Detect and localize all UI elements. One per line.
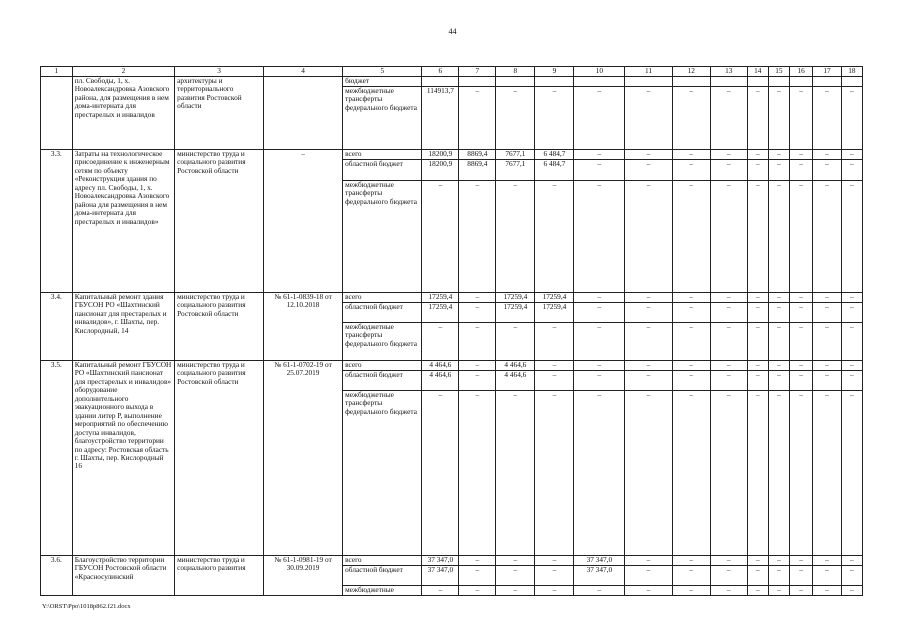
column-header-10: 10: [574, 67, 625, 77]
value-cell: –: [710, 181, 747, 293]
value-cell: 17259,4: [496, 303, 535, 323]
value-cell: –: [535, 323, 574, 361]
value-cell: –: [459, 371, 496, 391]
value-cell: [747, 77, 768, 87]
value-cell: –: [841, 371, 862, 391]
value-cell: –: [672, 293, 710, 303]
value-cell: 6 484,7: [535, 150, 574, 160]
value-cell: [625, 77, 673, 87]
value-cell: –: [625, 361, 673, 371]
value-cell: –: [574, 391, 625, 556]
value-cell: [672, 77, 710, 87]
value-cell: –: [574, 586, 625, 596]
value-cell: –: [672, 361, 710, 371]
value-cell: 4 464,6: [422, 371, 459, 391]
value-cell: –: [672, 391, 710, 556]
value-cell: –: [747, 303, 768, 323]
funding-source: межбюджетные: [343, 586, 422, 596]
value-cell: –: [625, 160, 673, 181]
funding-source: областной бюджет: [343, 371, 422, 391]
value-cell: 17259,4: [535, 303, 574, 323]
value-cell: –: [574, 371, 625, 391]
value-cell: –: [574, 181, 625, 293]
table-row: [41, 361, 863, 371]
value-cell: –: [574, 323, 625, 361]
value-cell: 18200,9: [422, 150, 459, 160]
value-cell: –: [422, 391, 459, 556]
column-header-17: 17: [813, 67, 842, 77]
value-cell: [574, 77, 625, 87]
value-cell: –: [710, 566, 747, 586]
column-header-18: 18: [841, 67, 862, 77]
value-cell: –: [768, 371, 789, 391]
value-cell: –: [625, 371, 673, 391]
funding-source: областной бюджет: [343, 566, 422, 586]
value-cell: –: [459, 293, 496, 303]
value-cell: –: [459, 361, 496, 371]
value-cell: –: [496, 586, 535, 596]
value-cell: –: [841, 181, 862, 293]
executor: министерство труда и социального развития: [175, 556, 264, 596]
value-cell: –: [496, 391, 535, 556]
value-cell: –: [789, 303, 812, 323]
value-cell: –: [841, 323, 862, 361]
value-cell: –: [496, 87, 535, 150]
value-cell: –: [813, 303, 842, 323]
value-cell: 37 347,0: [574, 566, 625, 586]
row-number: 3.5.: [41, 361, 73, 556]
column-header-16: 16: [789, 67, 812, 77]
funding-source: межбюджетные трансферты федерального бюджета: [343, 181, 422, 293]
value-cell: –: [625, 293, 673, 303]
column-header-5: 5: [343, 67, 422, 77]
value-cell: –: [813, 361, 842, 371]
value-cell: 4 464,6: [496, 361, 535, 371]
value-cell: –: [672, 160, 710, 181]
value-cell: –: [789, 391, 812, 556]
value-cell: –: [625, 87, 673, 150]
value-cell: –: [459, 323, 496, 361]
value-cell: –: [747, 323, 768, 361]
file-path-footer: Y:\ORST\Ppo\1018p862.f21.docx: [42, 603, 131, 610]
value-cell: –: [574, 87, 625, 150]
value-cell: 4 464,6: [496, 371, 535, 391]
value-cell: –: [496, 556, 535, 566]
value-cell: –: [747, 160, 768, 181]
value-cell: –: [535, 181, 574, 293]
value-cell: –: [459, 391, 496, 556]
funding-source: областной бюджет: [343, 160, 422, 181]
object-name: Благоустройство территории ГБУСОН Ростовской области «Красносулинский: [72, 556, 174, 596]
value-cell: –: [672, 150, 710, 160]
column-header-2: 2: [72, 67, 174, 77]
value-cell: –: [710, 586, 747, 596]
funding-source: межбюджетные трансферты федерального бюджета: [343, 87, 422, 150]
value-cell: –: [813, 556, 842, 566]
column-number-row: [41, 67, 863, 77]
column-header-13: 13: [710, 67, 747, 77]
value-cell: 17259,4: [422, 293, 459, 303]
expertise-doc: № 61-1-0839-18 от 12.10.2018: [263, 293, 342, 361]
value-cell: –: [625, 303, 673, 323]
value-cell: –: [813, 150, 842, 160]
value-cell: –: [768, 323, 789, 361]
value-cell: –: [813, 566, 842, 586]
row-number: 3.4.: [41, 293, 73, 361]
object-name: Капитальный ремонт ГБУСОН РО «Шахтинский пансионат для престарелых и инвалидов» оборудование дополнительного эвакуационного выхода в здании литер Р, выполнение мероприятий по обеспечению доступа инвалидов, благоустройство территории по адресу: Ростовская область г. Шахты, пер. Кислородный 16: [72, 361, 174, 556]
row-number: 3.3.: [41, 150, 73, 293]
value-cell: –: [768, 150, 789, 160]
expertise-doc: № 61-1-0702-19 от 25.07.2019: [263, 361, 342, 556]
value-cell: –: [535, 361, 574, 371]
value-cell: 7677,1: [496, 160, 535, 181]
value-cell: [422, 77, 459, 87]
row-number: 3.6.: [41, 556, 73, 596]
value-cell: –: [768, 556, 789, 566]
value-cell: –: [625, 323, 673, 361]
value-cell: –: [459, 87, 496, 150]
value-cell: –: [841, 293, 862, 303]
value-cell: 37 347,0: [422, 566, 459, 586]
value-cell: –: [789, 293, 812, 303]
value-cell: –: [496, 181, 535, 293]
value-cell: –: [789, 87, 812, 150]
value-cell: [496, 77, 535, 87]
value-cell: –: [535, 556, 574, 566]
value-cell: 8869,4: [459, 150, 496, 160]
funding-source: всего: [343, 150, 422, 160]
value-cell: –: [459, 556, 496, 566]
value-cell: –: [841, 556, 862, 566]
value-cell: –: [789, 150, 812, 160]
value-cell: –: [813, 160, 842, 181]
value-cell: 17259,4: [496, 293, 535, 303]
value-cell: –: [535, 566, 574, 586]
value-cell: –: [789, 371, 812, 391]
value-cell: –: [710, 150, 747, 160]
object-name: Капитальный ремонт здания ГБУСОН РО «Шахтинский пансионат для престарелых и инвалидов», г. Шахты, пер. Кислородный, 14: [72, 293, 174, 361]
value-cell: –: [841, 566, 862, 586]
object-name: Затраты на технологическое присоединение к инженерным сетям по объекту «Реконструкция здания по адресу пл. Свободы, 1, х. Новоалександровка Азовского района для размещения в нем дома-интерната для престарелых и инвалидов»: [72, 150, 174, 293]
value-cell: 6 484,7: [535, 160, 574, 181]
column-header-6: 6: [422, 67, 459, 77]
value-cell: –: [747, 293, 768, 303]
value-cell: –: [672, 323, 710, 361]
value-cell: –: [841, 361, 862, 371]
value-cell: –: [672, 586, 710, 596]
value-cell: –: [789, 323, 812, 361]
funding-source: межбюджетные трансферты федерального бюджета: [343, 323, 422, 361]
value-cell: –: [574, 150, 625, 160]
value-cell: [813, 77, 842, 87]
value-cell: –: [672, 371, 710, 391]
funding-source: всего: [343, 556, 422, 566]
value-cell: –: [813, 323, 842, 361]
value-cell: –: [789, 361, 812, 371]
column-header-12: 12: [672, 67, 710, 77]
column-header-9: 9: [535, 67, 574, 77]
value-cell: –: [574, 293, 625, 303]
expertise-doc: [263, 77, 342, 150]
value-cell: –: [422, 181, 459, 293]
value-cell: –: [768, 566, 789, 586]
value-cell: –: [841, 586, 862, 596]
value-cell: –: [672, 556, 710, 566]
expertise-doc: № 61-1-0981-19 от 30.09.2019: [263, 556, 342, 596]
funding-source: областной бюджет: [343, 303, 422, 323]
value-cell: –: [768, 391, 789, 556]
table-row: [41, 293, 863, 303]
value-cell: –: [672, 87, 710, 150]
value-cell: –: [710, 160, 747, 181]
value-cell: –: [535, 87, 574, 150]
value-cell: [459, 77, 496, 87]
funding-source: бюджет: [343, 77, 422, 87]
value-cell: 17259,4: [422, 303, 459, 323]
value-cell: –: [768, 160, 789, 181]
value-cell: 114913,7: [422, 87, 459, 150]
value-cell: –: [841, 391, 862, 556]
column-header-15: 15: [768, 67, 789, 77]
value-cell: –: [710, 323, 747, 361]
column-header-4: 4: [263, 67, 342, 77]
value-cell: –: [625, 556, 673, 566]
executor: министерство труда и социального развития Ростовской области: [175, 293, 264, 361]
value-cell: –: [768, 293, 789, 303]
column-header-14: 14: [747, 67, 768, 77]
value-cell: –: [625, 181, 673, 293]
value-cell: –: [459, 181, 496, 293]
table-row: [41, 150, 863, 160]
value-cell: –: [747, 150, 768, 160]
row-number: [41, 77, 73, 150]
value-cell: –: [768, 87, 789, 150]
value-cell: –: [813, 371, 842, 391]
column-header-1: 1: [41, 67, 73, 77]
value-cell: –: [747, 566, 768, 586]
value-cell: –: [768, 586, 789, 596]
value-cell: –: [841, 303, 862, 323]
value-cell: –: [672, 566, 710, 586]
value-cell: –: [747, 361, 768, 371]
value-cell: –: [496, 566, 535, 586]
value-cell: –: [535, 391, 574, 556]
value-cell: 17259,4: [535, 293, 574, 303]
value-cell: –: [841, 150, 862, 160]
value-cell: –: [459, 586, 496, 596]
value-cell: –: [672, 181, 710, 293]
page-number: 44: [448, 27, 457, 36]
table-row: [41, 556, 863, 566]
value-cell: –: [574, 361, 625, 371]
executor: министерство труда и социального развития Ростовской области: [175, 150, 264, 293]
value-cell: [841, 77, 862, 87]
column-header-3: 3: [175, 67, 264, 77]
value-cell: 37 347,0: [422, 556, 459, 566]
value-cell: –: [841, 87, 862, 150]
budget-table: [40, 66, 863, 596]
value-cell: –: [789, 566, 812, 586]
value-cell: –: [747, 181, 768, 293]
value-cell: [535, 77, 574, 87]
value-cell: –: [747, 87, 768, 150]
table-body: [41, 67, 863, 596]
value-cell: –: [710, 556, 747, 566]
executor: архитектуры и территориального развития Ростовской области: [175, 77, 264, 150]
value-cell: –: [459, 303, 496, 323]
value-cell: –: [710, 293, 747, 303]
funding-source: всего: [343, 361, 422, 371]
value-cell: –: [747, 371, 768, 391]
value-cell: –: [625, 586, 673, 596]
funding-source: межбюджетные трансферты федерального бюджета: [343, 391, 422, 556]
value-cell: 4 464,6: [422, 361, 459, 371]
value-cell: –: [535, 586, 574, 596]
object-name: пл. Свободы, 1, х. Новоалександровка Азовского района, для размещения в нем дома-интерната для престарелых и инвалидов: [72, 77, 174, 150]
value-cell: [789, 77, 812, 87]
column-header-11: 11: [625, 67, 673, 77]
value-cell: [768, 77, 789, 87]
value-cell: –: [841, 160, 862, 181]
value-cell: –: [422, 586, 459, 596]
value-cell: –: [768, 181, 789, 293]
value-cell: –: [625, 150, 673, 160]
value-cell: 8869,4: [459, 160, 496, 181]
value-cell: –: [789, 556, 812, 566]
table-row: [41, 77, 863, 87]
executor: министерство труда и социального развития Ростовской области: [175, 361, 264, 556]
value-cell: –: [710, 303, 747, 323]
value-cell: –: [813, 293, 842, 303]
value-cell: [710, 77, 747, 87]
value-cell: –: [813, 181, 842, 293]
value-cell: 37 347,0: [574, 556, 625, 566]
value-cell: –: [710, 361, 747, 371]
value-cell: –: [813, 586, 842, 596]
value-cell: –: [813, 87, 842, 150]
value-cell: –: [747, 556, 768, 566]
value-cell: 7677,1: [496, 150, 535, 160]
value-cell: –: [768, 361, 789, 371]
value-cell: –: [496, 323, 535, 361]
value-cell: –: [789, 160, 812, 181]
expertise-doc: –: [263, 150, 342, 293]
value-cell: –: [672, 303, 710, 323]
value-cell: –: [574, 303, 625, 323]
value-cell: –: [535, 371, 574, 391]
value-cell: –: [710, 371, 747, 391]
value-cell: –: [768, 303, 789, 323]
value-cell: –: [625, 391, 673, 556]
column-header-8: 8: [496, 67, 535, 77]
value-cell: –: [459, 566, 496, 586]
value-cell: –: [789, 586, 812, 596]
column-header-7: 7: [459, 67, 496, 77]
value-cell: –: [747, 391, 768, 556]
value-cell: –: [747, 586, 768, 596]
value-cell: –: [710, 391, 747, 556]
value-cell: –: [813, 391, 842, 556]
funding-source: всего: [343, 293, 422, 303]
value-cell: 18200,9: [422, 160, 459, 181]
value-cell: –: [574, 160, 625, 181]
value-cell: –: [789, 181, 812, 293]
value-cell: –: [710, 87, 747, 150]
value-cell: –: [625, 566, 673, 586]
value-cell: –: [422, 323, 459, 361]
